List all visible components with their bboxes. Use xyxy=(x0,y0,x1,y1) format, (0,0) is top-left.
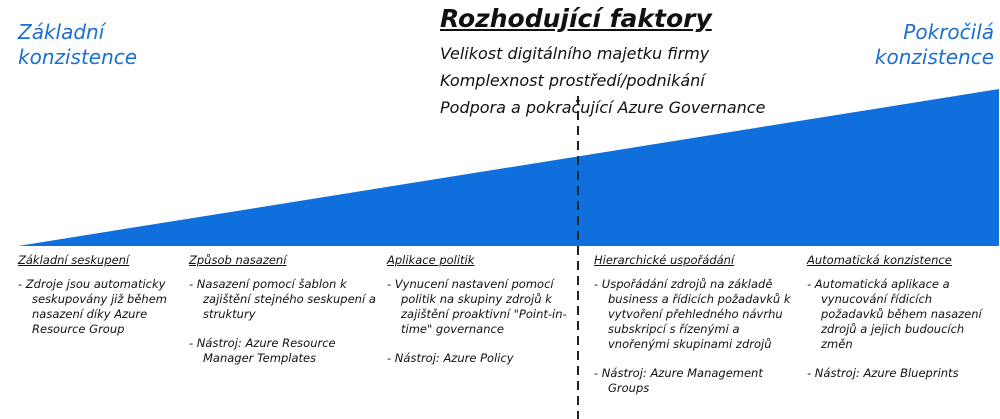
stage-tool: - Nástroj: Azure Resource Manager Templates xyxy=(189,336,336,365)
stage-title: Způsob nasazení xyxy=(189,253,287,267)
stage-tool: - Nástroj: Azure Management Groups xyxy=(594,366,763,395)
stage-title: Hierarchické uspořádání xyxy=(594,253,735,267)
right-label-line-1: Pokročilá xyxy=(903,20,994,44)
basic-consistency-label xyxy=(18,20,137,70)
factor-item: Velikost digitálního majetku firmy xyxy=(440,44,710,63)
stage-automatic-consistency xyxy=(807,253,997,395)
factor-item: Komplexnost prostředí/podnikání xyxy=(440,71,705,90)
stage-item: - Zdroje jsou automaticky seskupovány již během nasazení díky Azure Resource Group xyxy=(18,277,167,336)
advanced-consistency-label xyxy=(875,20,994,70)
stage-deployment-method xyxy=(189,253,379,380)
stage-item: - Automatická aplikace a vynucování řídicích požadavků během nasazení zdrojů a jejich budoucích změn xyxy=(807,277,982,351)
stage-tool: - Nástroj: Azure Policy xyxy=(387,351,514,365)
stage-item: - Nasazení pomocí šablon k zajištění stejného seskupení a struktury xyxy=(189,277,376,321)
stage-item: - Vynucení nastavení pomocí politik na skupiny zdrojů k zajištění proaktivní "Point-in-time" governance xyxy=(387,277,567,336)
decision-factors xyxy=(440,0,765,121)
factor-item: Podpora a pokračující Azure Governance xyxy=(440,98,766,117)
left-label-line-1: Základní xyxy=(18,20,105,44)
stage-title: Automatická konzistence xyxy=(807,253,952,267)
decision-factors-title: Rozhodující faktory xyxy=(440,4,712,33)
stage-title: Základní seskupení xyxy=(18,253,130,267)
right-label-line-2: konzistence xyxy=(874,45,994,69)
stage-tool: - Nástroj: Azure Blueprints xyxy=(807,366,959,380)
stage-title: Aplikace politik xyxy=(387,253,475,267)
stage-item: - Uspořádání zdrojů na základě business a řídicích požadavků k vytvoření přehledného návrhu subskripcí s řízenými a vnořenými skupinami zdrojů xyxy=(594,277,791,351)
left-label-line-2: konzistence xyxy=(18,45,138,69)
stage-basic-grouping xyxy=(18,253,188,351)
stage-hierarchical-organization xyxy=(594,253,794,410)
stage-policy-application xyxy=(387,253,577,380)
